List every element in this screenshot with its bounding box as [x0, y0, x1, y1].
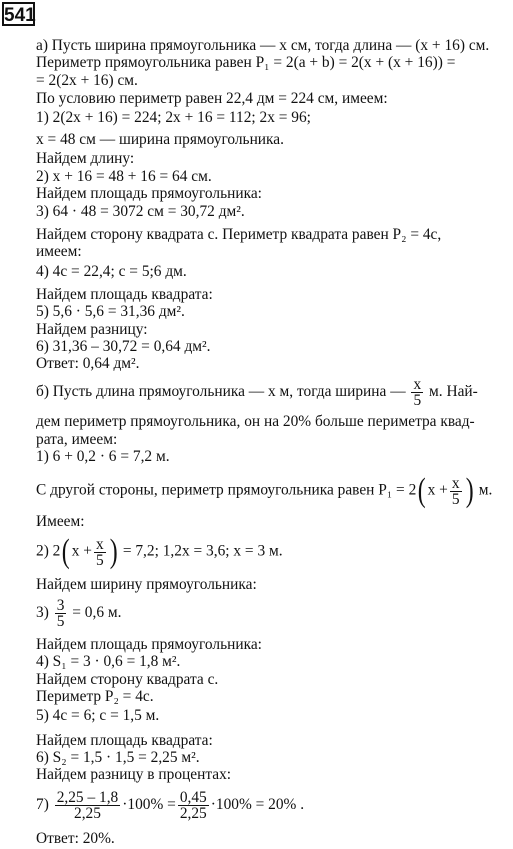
text-line: 1) 6 + 0,2 · 6 = 7,2 м. [36, 448, 170, 465]
fraction: $\frac{x}{5}$ [95, 535, 104, 569]
text-line: С другой стороны, периметр прямоугольника равен P₁ = 2( x + $\frac{x}{5}$ ) м. [36, 472, 493, 509]
text-line: Найдем площадь квадрата: [36, 732, 213, 749]
text-line: 5) 5,6 · 5,6 = 31,36 дм². [36, 303, 185, 320]
text-line: 2) 2( x + $\frac{x}{5}$ ) = 7,2; 1,2x = 3,6; x = 3 м. [36, 533, 283, 570]
text-line: 7) $\frac{2,25 - 1,8}{2,25}$ ·100% = $\frac{0,45}{2,25}$ ·100% = 20% . [36, 789, 305, 822]
text-line: Ответ: 20%. [36, 830, 115, 847]
fraction: $\frac{2,25 - 1,8}{2,25}$ [56, 789, 119, 822]
text-line: = 2(2x + 16) см. [36, 72, 138, 89]
text-line: По условию периметр равен 22,4 дм = 224 см, имеем: [36, 90, 388, 107]
text-line: x = 48 см — ширина прямоугольника. [36, 131, 284, 148]
text-line: Найдем площадь квадрата: [36, 286, 213, 303]
text-line: б) Пусть длина прямоугольника — x м, тогда ширина — $\frac{x}{5}$ м. Най- [36, 376, 478, 409]
problem-number: 541 [2, 2, 35, 26]
fraction: $\frac{x}{5}$ [451, 474, 460, 508]
text-line: 1) 2(2x + 16) = 224; 2x + 16 = 112; 2x = 96; [36, 109, 311, 126]
text-line: Найдем площадь прямоугольника: [36, 185, 262, 202]
text-line: 3) 64 · 48 = 3072 см = 30,72 дм². [36, 203, 245, 220]
text-line: 3) $\frac{3}{5}$ = 0,6 м. [36, 597, 122, 630]
text-line: Найдем длину: [36, 150, 135, 167]
text-line: Найдем разницу в процентах: [36, 766, 232, 783]
text-line: 4) 4c = 22,4; c = 5;6 дм. [36, 263, 187, 280]
text-line: 2) x + 16 = 48 + 16 = 64 см. [36, 168, 212, 185]
text-line: Периметр P₂ = 4c. [36, 688, 154, 705]
fraction: $\frac{3}{5}$ [56, 597, 65, 630]
text-line: Ответ: 0,64 дм². [36, 355, 140, 372]
text-line: Найдем площадь прямоугольника: [36, 636, 262, 653]
text-line: рата, имеем: [36, 431, 118, 448]
text-line: 6) 31,36 – 30,72 = 0,64 дм². [36, 338, 211, 355]
text-line: 4) S₁ = 3 · 0,6 = 1,8 м². [36, 653, 181, 670]
text-line: 5) 4c = 6; c = 1,5 м. [36, 707, 160, 724]
text-line: Имеем: [36, 513, 85, 530]
text-line: 6) S₂ = 1,5 · 1,5 = 2,25 м². [36, 749, 200, 766]
text-line: Найдем сторону квадрата c. Периметр квадрата равен P₂ = 4c, [36, 226, 442, 243]
fraction: $\frac{0,45}{2,25}$ [179, 789, 207, 822]
text-line: Найдем сторону квадрата c. [36, 671, 219, 688]
text-line: а) Пусть ширина прямоугольника — x см, тогда длина — (x + 16) см. [36, 37, 490, 54]
text-line: имеем: [36, 243, 82, 260]
text-line: Найдем разницу: [36, 321, 148, 338]
text-line: Периметр прямоугольника равен P₁ = 2(a + b) = 2(x + (x + 16)) = [36, 54, 456, 71]
text-line: Найдем ширину прямоугольника: [36, 576, 257, 593]
fraction: $\frac{x}{5}$ [413, 376, 422, 409]
text-line: дем периметр прямоугольника, он на 20% больше периметра квад- [36, 413, 475, 430]
